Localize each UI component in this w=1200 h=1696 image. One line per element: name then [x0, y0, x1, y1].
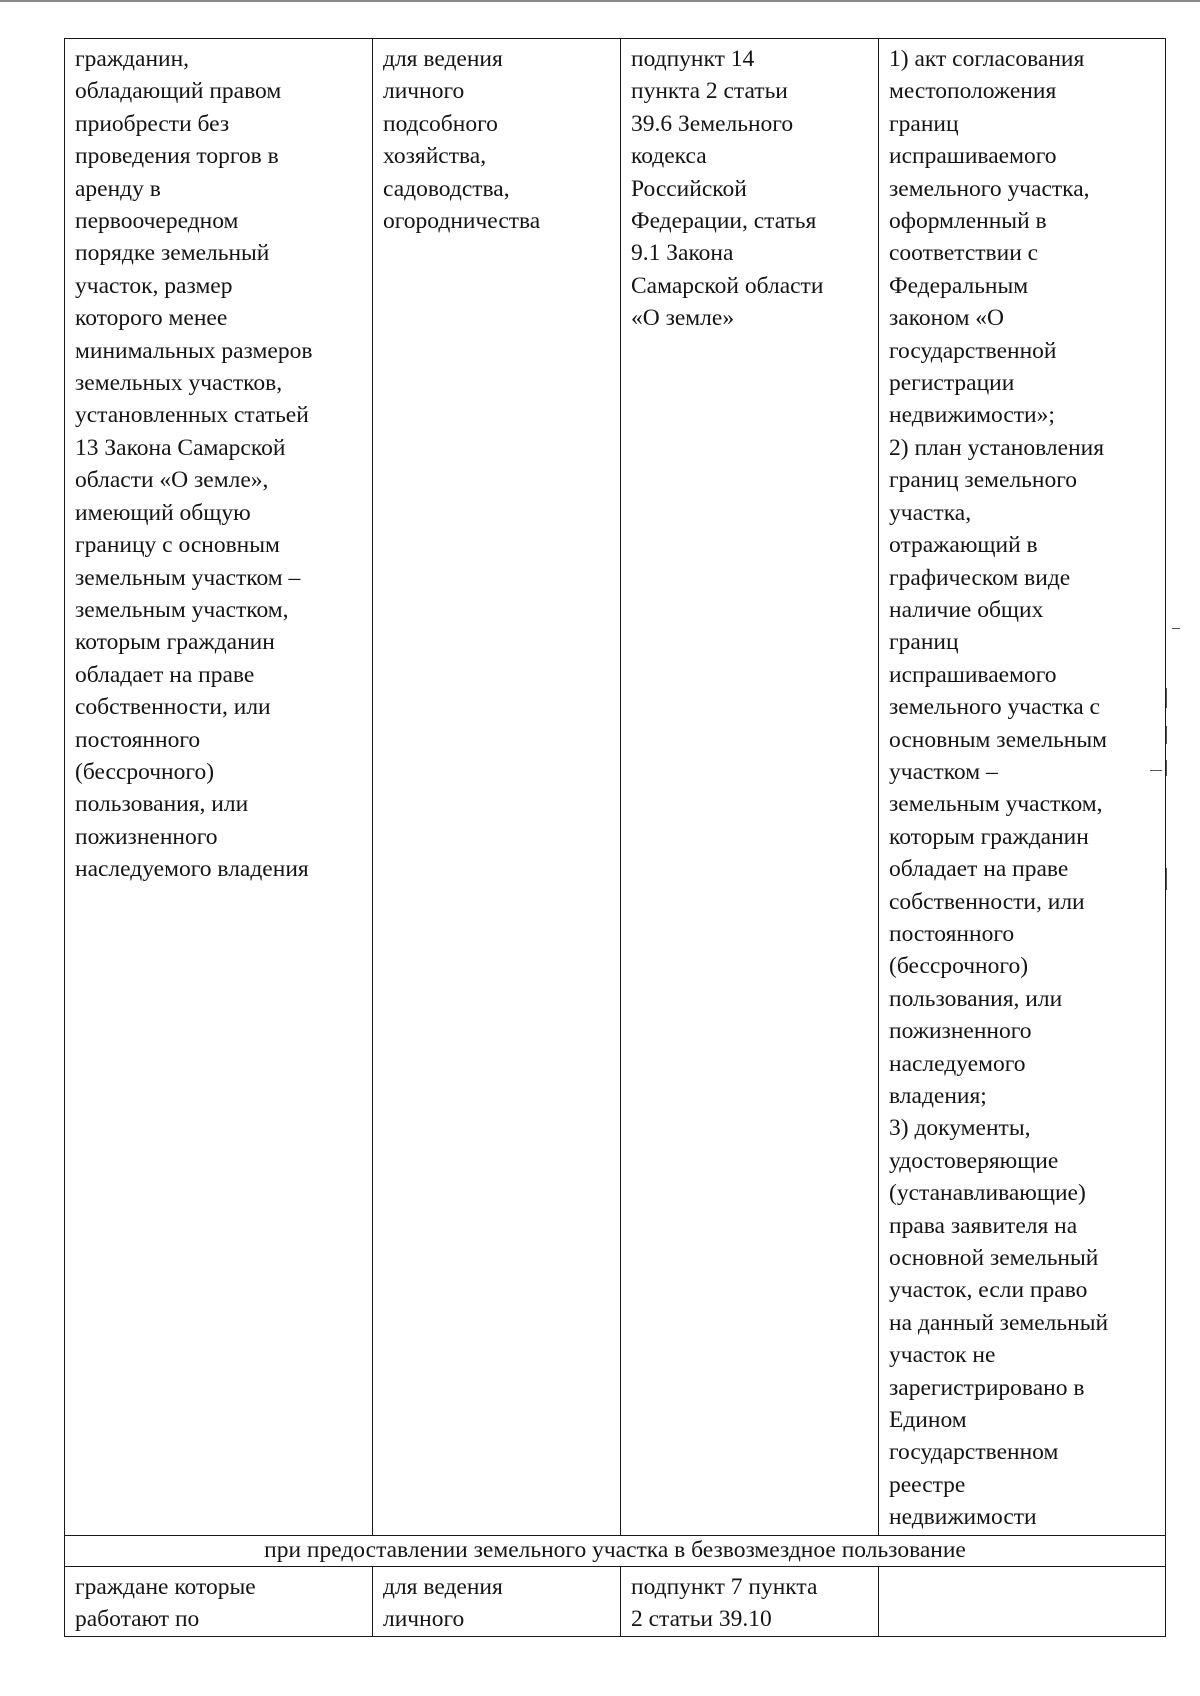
table-cell-documents — [879, 1567, 1166, 1637]
legal-basis-text: подпункт 14 пункта 2 статьи 39.6 Земельного кодекса Российской Федерации, статья 9.1 Закона Самарской области «О земле» — [631, 46, 824, 332]
applicant-category-text: гражданин, обладающий правом приобрести без проведения торгов в аренду в первоочередном порядке земельный участок, размер которого менее минимальных размеров земельных участков, установленных статьей 13 Закона Самарской области «О земле», имеющий общую границу с основным земельным участком – земельным участком, которым гражданин обладает на праве собственности, или постоянного (бессрочного) пользования, или пожизненного наследуемого владения — [75, 46, 313, 883]
document-table — [64, 38, 1166, 1637]
scan-artifact-mark — [1166, 760, 1167, 776]
scan-artifact-mark — [1166, 868, 1167, 890]
legal-basis-text: подпункт 7 пункта 2 статьи 39.10 — [631, 1574, 818, 1633]
required-documents-text: 1) акт согласования местоположения границ испрашиваемого земельного участка, оформленный в соответствии с Федеральным законом «О государственной регистрации недвижимости»; 2) план установления границ земельного участка, отражающий в графическом виде наличие общих границ испрашиваемого земельного участка с основным земельным участком – земельным участком, которым гражданин обладает на праве собственности, или постоянного (бессрочного) пользования, или пожизненного наследуемого владения; 3) документы, удостоверяющие (устанавливающие) права заявителя на основной земельный участок, если право на данный земельный участок не зарегистрировано в Едином государственном реестре недвижимости — [889, 46, 1109, 1531]
table-row — [65, 39, 1166, 1536]
land-use-purpose-text: для ведения личного подсобного хозяйства, садоводства, огородничества — [383, 46, 541, 235]
table-row — [65, 1567, 1166, 1637]
scan-artifact-mark — [1150, 770, 1162, 771]
scan-artifact-mark — [1166, 688, 1167, 708]
table-cell-purpose — [373, 1567, 621, 1637]
applicant-category-text: граждане которые работают по — [75, 1574, 256, 1633]
table-cell-purpose — [373, 39, 621, 1536]
table-cell-applicant — [65, 39, 373, 1536]
table-cell-documents — [879, 39, 1166, 1536]
table-cell-legal-basis — [621, 39, 879, 1536]
section-heading: при предоставлении земельного участка в безвозмездное пользование — [264, 1537, 966, 1563]
section-heading-row — [65, 1536, 1166, 1567]
scan-artifact-mark — [1172, 628, 1180, 629]
table-cell-applicant — [65, 1567, 373, 1637]
table-cell-legal-basis — [621, 1567, 879, 1637]
scan-artifact-mark — [1166, 726, 1167, 744]
land-use-purpose-text: для ведения личного — [383, 1574, 503, 1633]
section-heading-cell — [65, 1536, 1166, 1567]
page-top-edge — [0, 0, 1200, 2]
